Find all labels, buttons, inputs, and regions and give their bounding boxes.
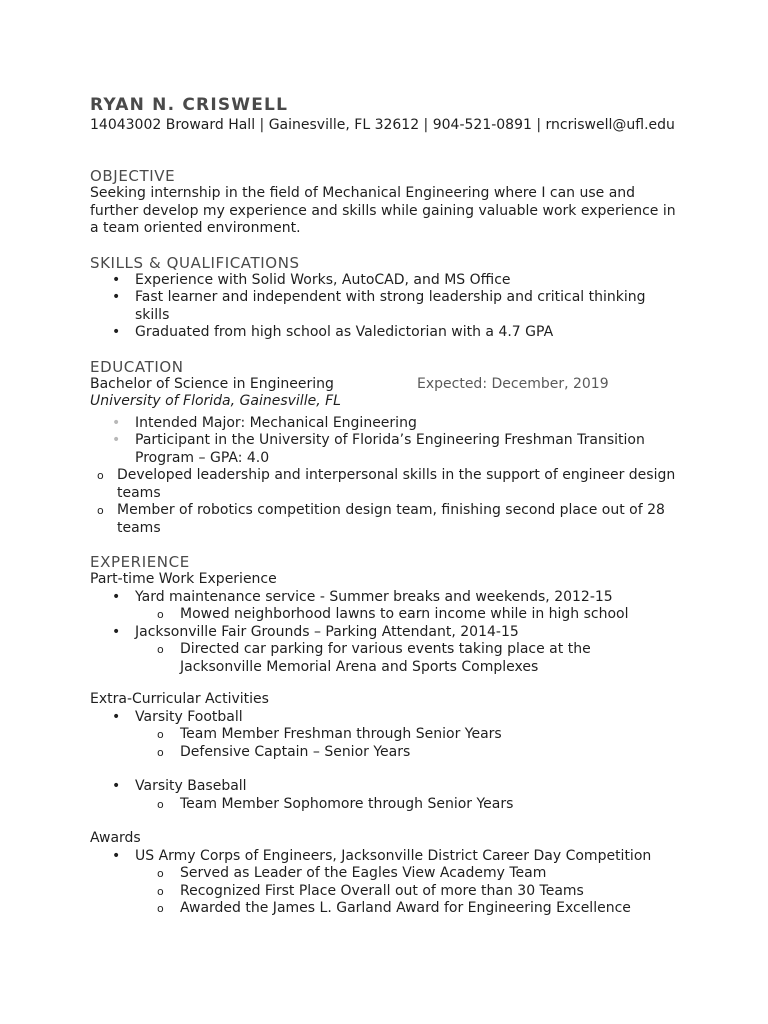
bullet-icon: • <box>112 623 121 640</box>
job-title: Jacksonville Fair Grounds – Parking Attendant, 2014-15 <box>135 623 519 640</box>
skills-heading: SKILLS & QUALIFICATIONS <box>90 253 300 272</box>
school: University of Florida, Gainesville, FL <box>90 393 341 409</box>
list-item-text: Awarded the James L. Garland Award for Engineering Excellence <box>180 900 631 916</box>
list-item-text: Team Member Freshman through Senior Years <box>180 726 502 742</box>
circle-bullet-icon: o <box>157 902 164 915</box>
list-item <box>90 624 690 642</box>
degree-row <box>90 376 690 394</box>
list-item-text: teams <box>117 484 161 501</box>
circle-bullet-icon: o <box>157 728 164 741</box>
list-item-text: Mowed neighborhood lawns to earn income while in high school <box>180 606 629 622</box>
extracurricular-list <box>90 709 690 814</box>
circle-bullet-icon: o <box>157 745 164 759</box>
expected-date: Expected: December, 2019 <box>417 375 609 392</box>
list-item-text: Member of robotics competition design team, finishing second place out of 28 <box>117 502 665 518</box>
list-item <box>90 415 690 433</box>
contact-line: 14043002 Broward Hall | Gainesville, FL 32612 | 904-521-0891 | rncriswell@ufl.edu <box>90 117 675 133</box>
bullet-icon: • <box>112 588 121 605</box>
job-title: Yard maintenance service - Summer breaks and weekends, 2012-15 <box>135 588 613 605</box>
bullet-icon: • <box>112 271 121 288</box>
list-item <box>90 502 690 537</box>
objective-heading: OBJECTIVE <box>90 167 176 185</box>
list-item-text: Participant in the University of Florida’s Engineering Freshman Transition <box>135 432 645 448</box>
list-item-text: Directed car parking for various events taking place at the <box>180 641 591 657</box>
bullet-icon: • <box>112 432 121 448</box>
list-item <box>90 796 690 814</box>
degree: Bachelor of Science in Engineering <box>90 375 334 392</box>
list-item <box>90 272 690 290</box>
education-list <box>90 415 690 538</box>
candidate-name: RYAN N. CRISWELL <box>90 95 289 115</box>
circle-bullet-icon: o <box>97 469 104 482</box>
bullet-icon: • <box>112 414 121 431</box>
list-item-text: skills <box>135 306 170 323</box>
bullet-icon: • <box>112 708 121 725</box>
list-item <box>90 467 690 502</box>
extracurricular-title: Extra-Curricular Activities <box>90 691 269 707</box>
activity-title: Varsity Football <box>135 708 243 725</box>
list-item <box>90 432 690 467</box>
list-item <box>90 289 690 324</box>
objective-text <box>90 185 690 238</box>
list-item <box>90 865 690 883</box>
list-item <box>90 778 690 796</box>
objective-line: a team oriented environment. <box>90 220 301 236</box>
list-item <box>90 606 690 624</box>
circle-bullet-icon: o <box>97 504 104 517</box>
list-item <box>90 709 690 727</box>
education-heading: EDUCATION <box>90 357 184 376</box>
list-item-text: Intended Major: Mechanical Engineering <box>135 414 417 431</box>
objective-line: Seeking internship in the field of Mechanical Engineering where I can use and <box>90 185 636 201</box>
bullet-icon: • <box>112 324 121 340</box>
list-item <box>90 744 690 762</box>
list-item-text: Program – GPA: 4.0 <box>135 449 270 466</box>
list-item <box>90 324 690 342</box>
circle-bullet-icon: o <box>157 867 164 880</box>
objective-line: further develop my experience and skills while gaining valuable work experience in <box>90 202 676 219</box>
award-title: US Army Corps of Engineers, Jacksonville District Career Day Competition <box>135 847 652 864</box>
list-item-text: teams <box>117 519 161 536</box>
list-item-text: Served as Leader of the Eagles View Academy Team <box>180 865 547 881</box>
list-item <box>90 883 690 901</box>
experience-heading: EXPERIENCE <box>90 553 190 571</box>
awards-list <box>90 848 690 918</box>
list-item <box>90 641 690 676</box>
bullet-icon: • <box>112 847 121 864</box>
list-item-text: Graduated from high school as Valedictorian with a 4.7 GPA <box>135 324 554 340</box>
list-item-text: Fast learner and independent with strong leadership and critical thinking <box>135 289 646 305</box>
circle-bullet-icon: o <box>157 608 164 621</box>
list-item <box>90 848 690 866</box>
circle-bullet-icon: o <box>157 884 164 898</box>
circle-bullet-icon: o <box>157 797 164 811</box>
circle-bullet-icon: o <box>157 643 164 656</box>
list-item-text: Team Member Sophomore through Senior Years <box>180 795 514 812</box>
list-item-text: Experience with Solid Works, AutoCAD, and MS Office <box>135 271 511 288</box>
list-item <box>90 589 690 607</box>
list-item <box>90 900 690 918</box>
list-item <box>90 726 690 744</box>
awards-title: Awards <box>90 830 141 846</box>
parttime-title: Part-time Work Experience <box>90 571 277 587</box>
resume-page <box>90 94 690 918</box>
skills-list <box>90 272 690 342</box>
list-item-text: Recognized First Place Overall out of more than 30 Teams <box>180 882 584 899</box>
list-item-text: Defensive Captain – Senior Years <box>180 743 411 760</box>
bullet-icon: • <box>112 778 121 794</box>
list-item-text: Developed leadership and interpersonal skills in the support of engineer design <box>117 467 676 483</box>
list-item-text: Jacksonville Memorial Arena and Sports Complexes <box>180 658 539 675</box>
activity-title: Varsity Baseball <box>135 778 247 794</box>
parttime-list <box>90 589 690 677</box>
bullet-icon: • <box>112 289 121 305</box>
